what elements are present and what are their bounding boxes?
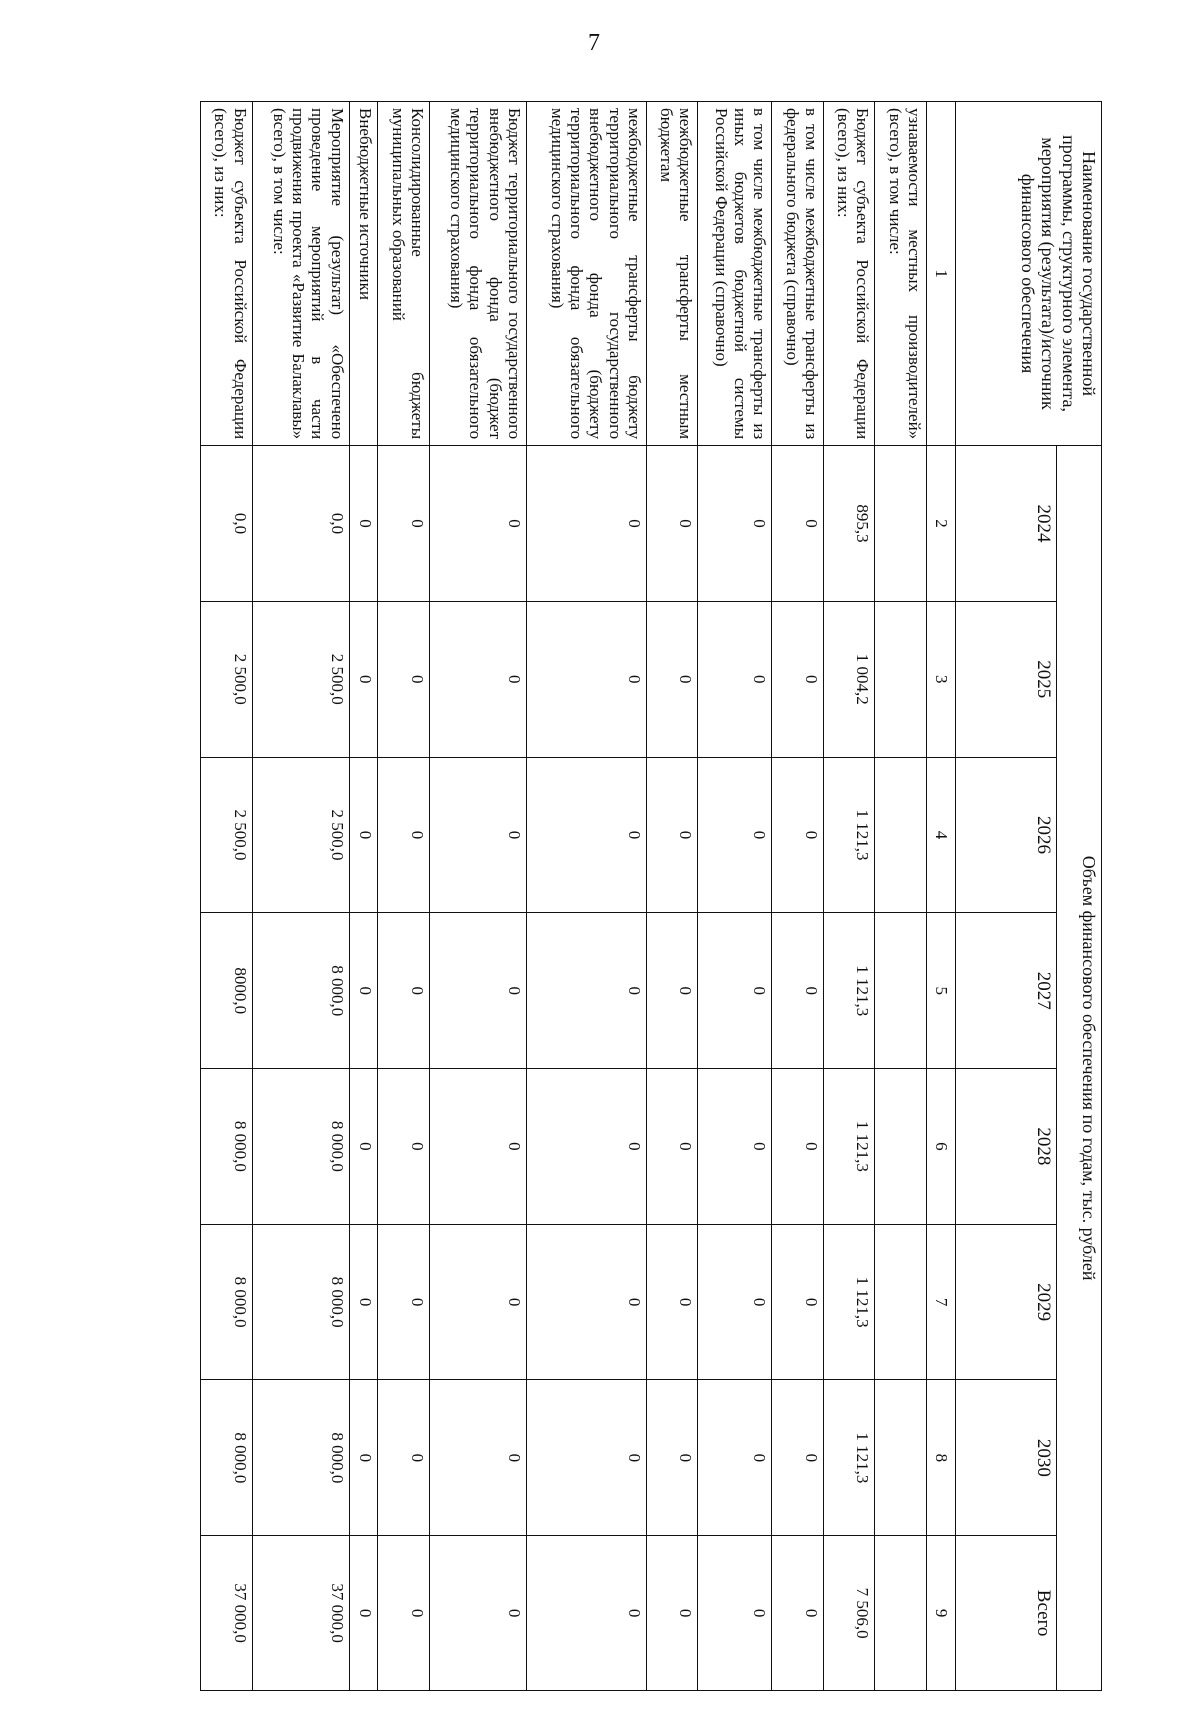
row-year-value: 0	[698, 757, 772, 913]
row-year-value: 8 000,0	[252, 1380, 349, 1536]
table-row	[875, 102, 927, 1691]
row-year-value: 1 121,3	[824, 757, 876, 913]
row-year-value: 0	[646, 913, 698, 1069]
row-year-value: 8000,0	[201, 913, 253, 1069]
row-year-value: 2 500,0	[252, 601, 349, 757]
row-year-value: 0	[429, 913, 526, 1069]
row-year-value: 0	[349, 446, 378, 602]
page-number: 7	[588, 30, 600, 56]
row-name: в том числе межбюджетные трансферты из федерального бюджета (справочно)	[772, 102, 824, 446]
row-name: Консолидированные бюджеты муниципальных образований	[378, 102, 430, 446]
row-year-value: 0	[646, 1069, 698, 1225]
row-year-value: 895,3	[824, 446, 876, 602]
table-row	[378, 102, 430, 1691]
row-year-value	[875, 1069, 927, 1225]
table-row	[824, 102, 876, 1691]
row-year-value: 0	[378, 446, 430, 602]
row-year-value: 0	[698, 601, 772, 757]
row-year-value: 1 121,3	[824, 1380, 876, 1536]
table-row	[349, 102, 378, 1691]
row-year-value: 0	[698, 913, 772, 1069]
header-funding-title: Объем финансового обеспечения по годам, тыс. рублей	[1057, 446, 1102, 1691]
row-year-value: 0	[349, 1069, 378, 1225]
row-year-value: 8 000,0	[201, 1069, 253, 1225]
table-row	[772, 102, 824, 1691]
row-year-value: 0	[429, 757, 526, 913]
row-total-value: 0	[378, 1536, 430, 1691]
row-total-value: 0	[698, 1536, 772, 1691]
column-number: 2	[927, 446, 956, 602]
row-year-value: 8 000,0	[252, 913, 349, 1069]
row-year-value: 0	[349, 757, 378, 913]
row-year-value	[875, 757, 927, 913]
row-name: Мероприятие (результат) «Обеспечено проведение мероприятий в части продвижения проекта «Развитие Балаклавы» (всего), в том числе:	[252, 102, 349, 446]
row-year-value: 0	[646, 1224, 698, 1380]
row-name: межбюджетные трансферты бюджету территориального государственного внебюджетного фонда (бюджету территориального фонда обязательного медицинского страхования)	[526, 102, 646, 446]
header-total: Всего	[956, 1536, 1057, 1691]
row-name: Внебюджетные источники	[349, 102, 378, 446]
table-row	[698, 102, 772, 1691]
table-row	[526, 102, 646, 1691]
row-year-value: 0	[646, 601, 698, 757]
row-year-value: 0	[698, 1224, 772, 1380]
row-year-value: 0	[526, 1380, 646, 1536]
row-name: Бюджет территориального государственного внебюджетного фонда (бюджет территориального фонда обязательного медицинского страхования)	[429, 102, 526, 446]
row-name: узнаваемости местных производителей» (всего), в том числе:	[875, 102, 927, 446]
row-year-value: 0	[526, 913, 646, 1069]
table-row	[646, 102, 698, 1691]
row-year-value: 0,0	[252, 446, 349, 602]
row-total-value: 37 000,0	[201, 1536, 253, 1691]
row-year-value	[875, 913, 927, 1069]
row-total-value: 37 000,0	[252, 1536, 349, 1691]
row-year-value: 0	[378, 1380, 430, 1536]
row-year-value: 0	[772, 601, 824, 757]
row-year-value: 0	[772, 446, 824, 602]
row-year-value: 0	[772, 913, 824, 1069]
row-year-value: 1 121,3	[824, 913, 876, 1069]
row-year-value: 0	[772, 1224, 824, 1380]
row-total-value	[875, 1536, 927, 1691]
row-year-value: 0	[526, 601, 646, 757]
column-number: 9	[927, 1536, 956, 1691]
row-year-value: 0	[429, 446, 526, 602]
row-year-value: 0	[526, 1224, 646, 1380]
column-number: 8	[927, 1380, 956, 1536]
row-year-value: 0	[772, 1069, 824, 1225]
row-year-value: 0	[378, 913, 430, 1069]
row-year-value	[875, 1380, 927, 1536]
row-year-value: 0	[349, 1380, 378, 1536]
row-name: в том числе межбюджетные трансферты из иных бюджетов бюджетной системы Российской Федерации (справочно)	[698, 102, 772, 446]
column-number: 7	[927, 1224, 956, 1380]
header-year: 2024	[956, 446, 1057, 602]
column-number: 6	[927, 1069, 956, 1225]
table-row	[201, 102, 253, 1691]
row-year-value: 0	[772, 1380, 824, 1536]
table-row	[429, 102, 526, 1691]
table-row	[252, 102, 349, 1691]
row-year-value: 0	[378, 601, 430, 757]
row-year-value: 1 004,2	[824, 601, 876, 757]
header-year: 2026	[956, 757, 1057, 913]
row-year-value: 0	[772, 757, 824, 913]
row-total-value: 0	[429, 1536, 526, 1691]
row-year-value: 1 121,3	[824, 1069, 876, 1225]
row-year-value	[875, 601, 927, 757]
row-year-value: 0	[526, 1069, 646, 1225]
row-year-value: 0	[646, 446, 698, 602]
row-year-value: 8 000,0	[201, 1224, 253, 1380]
row-year-value: 0	[646, 1380, 698, 1536]
row-year-value: 0	[378, 757, 430, 913]
column-number: 5	[927, 913, 956, 1069]
row-year-value: 2 500,0	[201, 757, 253, 913]
row-year-value: 0	[698, 1069, 772, 1225]
table-body	[201, 102, 927, 1691]
row-year-value: 0	[429, 1069, 526, 1225]
row-year-value: 0	[646, 757, 698, 913]
row-year-value: 0	[698, 1380, 772, 1536]
header-year: 2030	[956, 1380, 1057, 1536]
row-total-value: 0	[772, 1536, 824, 1691]
row-year-value: 8 000,0	[201, 1380, 253, 1536]
row-total-value: 7 506,0	[824, 1536, 876, 1691]
row-year-value	[875, 1224, 927, 1380]
column-number: 1	[927, 102, 956, 446]
header-year: 2029	[956, 1224, 1057, 1380]
row-year-value: 0	[429, 1380, 526, 1536]
row-year-value: 0,0	[201, 446, 253, 602]
row-year-value: 0	[349, 1224, 378, 1380]
row-year-value	[875, 446, 927, 602]
row-year-value: 0	[349, 913, 378, 1069]
row-total-value: 0	[646, 1536, 698, 1691]
column-number-row	[927, 102, 956, 1691]
header-year: 2028	[956, 1069, 1057, 1225]
header-year: 2027	[956, 913, 1057, 1069]
column-number: 3	[927, 601, 956, 757]
row-year-value: 0	[526, 446, 646, 602]
row-year-value: 0	[378, 1069, 430, 1225]
row-year-value: 0	[698, 446, 772, 602]
header-name-column: Наименование государственной программы, структурного элемента, мероприятия (результата)/источник финансового обеспечения	[956, 102, 1102, 446]
row-total-value: 0	[526, 1536, 646, 1691]
row-year-value: 0	[429, 1224, 526, 1380]
row-year-value: 2 500,0	[201, 601, 253, 757]
row-name: Бюджет субъекта Российской Федерации (всего), из них:	[824, 102, 876, 446]
rotated-table-container	[200, 101, 1102, 1691]
financing-table	[200, 101, 1102, 1691]
row-year-value: 0	[429, 601, 526, 757]
row-year-value: 1 121,3	[824, 1224, 876, 1380]
row-year-value: 8 000,0	[252, 1069, 349, 1225]
row-year-value: 2 500,0	[252, 757, 349, 913]
row-year-value: 8 000,0	[252, 1224, 349, 1380]
header-year: 2025	[956, 601, 1057, 757]
row-name: межбюджетные трансферты местным бюджетам	[646, 102, 698, 446]
row-year-value: 0	[349, 601, 378, 757]
row-year-value: 0	[378, 1224, 430, 1380]
row-name: Бюджет субъекта Российской Федерации (всего), из них:	[201, 102, 253, 446]
row-total-value: 0	[349, 1536, 378, 1691]
row-year-value: 0	[526, 757, 646, 913]
column-number: 4	[927, 757, 956, 913]
